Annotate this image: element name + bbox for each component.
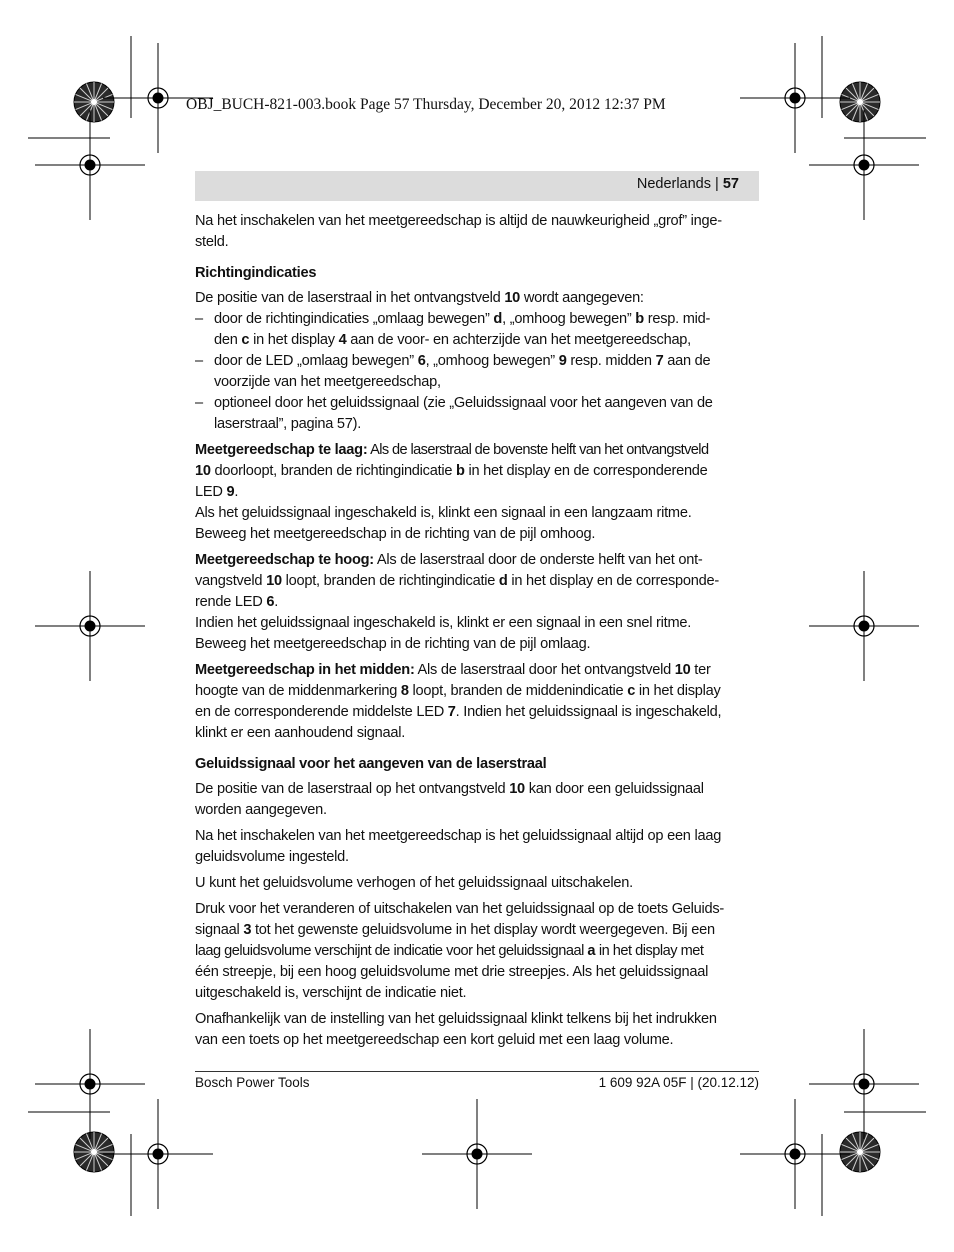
- print-slug: OBJ_BUCH-821-003.book Page 57 Thursday, December 20, 2012 12:37 PM: [186, 96, 666, 113]
- page-header: [195, 171, 759, 201]
- footer-doc-number: 1 609 92A 05F | (20.12.12): [598, 1075, 759, 1090]
- registration-mark: [35, 1029, 145, 1139]
- ref-number: 10: [195, 463, 211, 479]
- text: .: [274, 594, 279, 610]
- registration-mark: [809, 110, 919, 220]
- text: .: [234, 484, 239, 500]
- registration-mark: [809, 571, 919, 681]
- text: , „omhoog bewegen”: [425, 353, 559, 369]
- page-number: 57: [722, 176, 739, 192]
- text: Indien het geluidssignaal ingeschakeld is, klinkt er een signaal in een snel ritme.: [195, 615, 692, 631]
- heading-geluidssignaal: Geluidssignaal voor het aangeven van de laserstraal: [195, 756, 547, 772]
- run-in-heading: Meetgereedschap te laag:: [195, 442, 368, 458]
- text: Na het inschakelen van het meetgereedschap is het geluidssignaal altijd op een laag: [195, 828, 722, 844]
- text: rende LED: [195, 594, 267, 610]
- paragraph-direction: [195, 288, 759, 309]
- text: Druk voor het veranderen of uitschakelen van het geluidssignaal op de toets Geluids-: [195, 901, 725, 917]
- header-separator: |: [715, 176, 719, 192]
- registration-mark: [740, 1099, 850, 1209]
- text: Als de laserstraal de bovenste helft van het ontvangstveld: [367, 442, 709, 458]
- text: klinkt er een aanhoudend signaal.: [195, 725, 406, 741]
- ref-letter: a: [587, 943, 596, 959]
- text: Als de laserstraal door het ontvangstveld: [414, 662, 675, 678]
- text: signaal: [195, 922, 244, 938]
- registration-mark: [422, 1099, 532, 1209]
- text: uitgeschakeld is, verschijnt de indicatie niet.: [195, 985, 467, 1001]
- text: Als het geluidssignaal ingeschakeld is, klinkt een signaal in een langzaam ritme.: [195, 505, 692, 521]
- ref-number: 7: [447, 704, 456, 720]
- ref-letter: d: [498, 573, 508, 589]
- text: geluidsvolume ingesteld.: [195, 849, 349, 865]
- text: LED: [195, 484, 227, 500]
- text: steld.: [195, 234, 229, 250]
- text: Na het inschakelen van het meetgereedschap is altijd de nauwkeurigheid „grof” inge-: [195, 213, 722, 229]
- paragraph-sound-4: [195, 899, 759, 1004]
- text: en de corresponderende middelste LED: [195, 704, 448, 720]
- text: één streepje, bij een hoog geluidsvolume met drie streepjes. Als het geluidssignaal: [195, 964, 709, 980]
- text: in het display en de corresponde-: [507, 573, 719, 589]
- footer-rule: [195, 1071, 759, 1072]
- ref-number: 10: [504, 290, 521, 306]
- text: door de LED „omlaag bewegen”: [214, 353, 418, 369]
- text: in het display: [635, 683, 721, 699]
- ref-number: 9: [558, 353, 567, 369]
- paragraph-middle: [195, 660, 759, 744]
- heading-richtingindicaties: Richtingindicaties: [195, 265, 317, 281]
- registration-mark: [809, 1029, 919, 1139]
- header-text: [637, 176, 739, 192]
- ref-number: 3: [243, 922, 252, 938]
- text: vangstveld: [195, 573, 267, 589]
- ref-letter: d: [493, 311, 503, 327]
- ref-letter: b: [635, 311, 644, 327]
- registration-mark: [103, 1099, 213, 1209]
- ref-number: 10: [509, 781, 525, 797]
- ref-number: 6: [266, 594, 275, 610]
- text: voorzijde van het meetgereedschap,: [214, 374, 441, 390]
- registration-mark: [740, 43, 850, 153]
- list-item: [195, 309, 759, 351]
- text: hoogte van de middenmarkering: [195, 683, 401, 699]
- text: laag geluidsvolume verschijnt de indicatie voor het geluidssignaal: [195, 943, 588, 959]
- ref-number: 10: [674, 662, 691, 678]
- ref-number: 6: [417, 353, 426, 369]
- text: resp. mid-: [643, 311, 711, 327]
- paragraph-sound-1: [195, 779, 759, 821]
- text: De positie van de laserstraal in het ontvangstveld: [195, 290, 505, 306]
- text: worden aangegeven.: [195, 802, 327, 818]
- paragraph-intro: [195, 211, 759, 253]
- starburst-target-mark: [840, 1132, 880, 1172]
- paragraph-too-low-signal: [195, 503, 759, 545]
- paragraph-too-high: [195, 550, 759, 613]
- text: aan de: [663, 353, 711, 369]
- text: in het display: [249, 332, 339, 348]
- text: door de richtingindicaties „omlaag bewegen”: [214, 311, 494, 327]
- text: aan de voor- en achterzijde van het meetgereedschap,: [346, 332, 691, 348]
- text: ter: [690, 662, 711, 678]
- ref-letter: c: [627, 683, 636, 699]
- text: van een toets op het meetgereedschap een kort geluid met een laag volume.: [195, 1032, 674, 1048]
- paragraph-sound-5: [195, 1009, 759, 1051]
- text: kan door een geluidssignaal: [524, 781, 704, 797]
- registration-mark: [35, 571, 145, 681]
- header-language: Nederlands: [636, 176, 712, 192]
- text: optioneel door het geluidssignaal (zie „Geluidssignaal voor het aangeven van de: [214, 395, 713, 411]
- text: , „omhoog bewegen”: [502, 311, 636, 327]
- text: Als de laserstraal door de onderste helft van het ont-: [373, 552, 703, 568]
- run-in-heading: Meetgereedschap te hoog:: [195, 552, 374, 568]
- text: wordt aangegeven:: [520, 290, 644, 306]
- text: De positie van de laserstraal op het ontvangstveld: [195, 781, 510, 797]
- paragraph-too-high-signal: [195, 613, 759, 655]
- page-body: [195, 211, 759, 1056]
- ref-letter: c: [241, 332, 250, 348]
- ref-number: 8: [400, 683, 409, 699]
- text: Onafhankelijk van de instelling van het geluidssignaal klinkt telkens bij het indrukken: [195, 1011, 717, 1027]
- text: in het display met: [595, 943, 704, 959]
- ref-number: 10: [266, 573, 282, 589]
- text: tot het gewenste geluidsvolume in het display wordt weergegeven. Bij een: [251, 922, 715, 938]
- registration-mark: [35, 110, 145, 220]
- paragraph-too-low: [195, 440, 759, 503]
- text: Beweeg het meetgereedschap in de richting van de pijl omlaag.: [195, 636, 591, 652]
- footer-publisher: Bosch Power Tools: [195, 1075, 310, 1090]
- text: loopt, branden de richtingindicatie: [281, 573, 499, 589]
- text: Beweeg het meetgereedschap in de richting van de pijl omhoog.: [195, 526, 596, 542]
- text: den: [214, 332, 242, 348]
- direction-list: [195, 309, 759, 435]
- run-in-heading: Meetgereedschap in het midden:: [195, 662, 415, 678]
- ref-number: 7: [655, 353, 664, 369]
- list-item: [195, 351, 759, 393]
- starburst-target-mark: [840, 82, 880, 122]
- paragraph-sound-3: U kunt het geluidsvolume verhogen of het geluidssignaal uitschakelen.: [195, 875, 633, 891]
- ref-number: 9: [226, 484, 235, 500]
- text: resp. midden: [566, 353, 656, 369]
- starburst-target-mark: [74, 82, 114, 122]
- ref-number: 4: [338, 332, 347, 348]
- starburst-target-mark: [74, 1132, 114, 1172]
- text: . Indien het geluidssignaal is ingeschakeld,: [455, 704, 722, 720]
- text: laserstraal”, pagina 57).: [214, 416, 362, 432]
- paragraph-sound-2: [195, 826, 759, 868]
- ref-letter: b: [456, 463, 465, 479]
- list-item: [195, 393, 759, 435]
- text: doorloopt, branden de richtingindicatie: [210, 463, 457, 479]
- text: loopt, branden de middenindicatie: [408, 683, 628, 699]
- text: in het display en de corresponderende: [464, 463, 708, 479]
